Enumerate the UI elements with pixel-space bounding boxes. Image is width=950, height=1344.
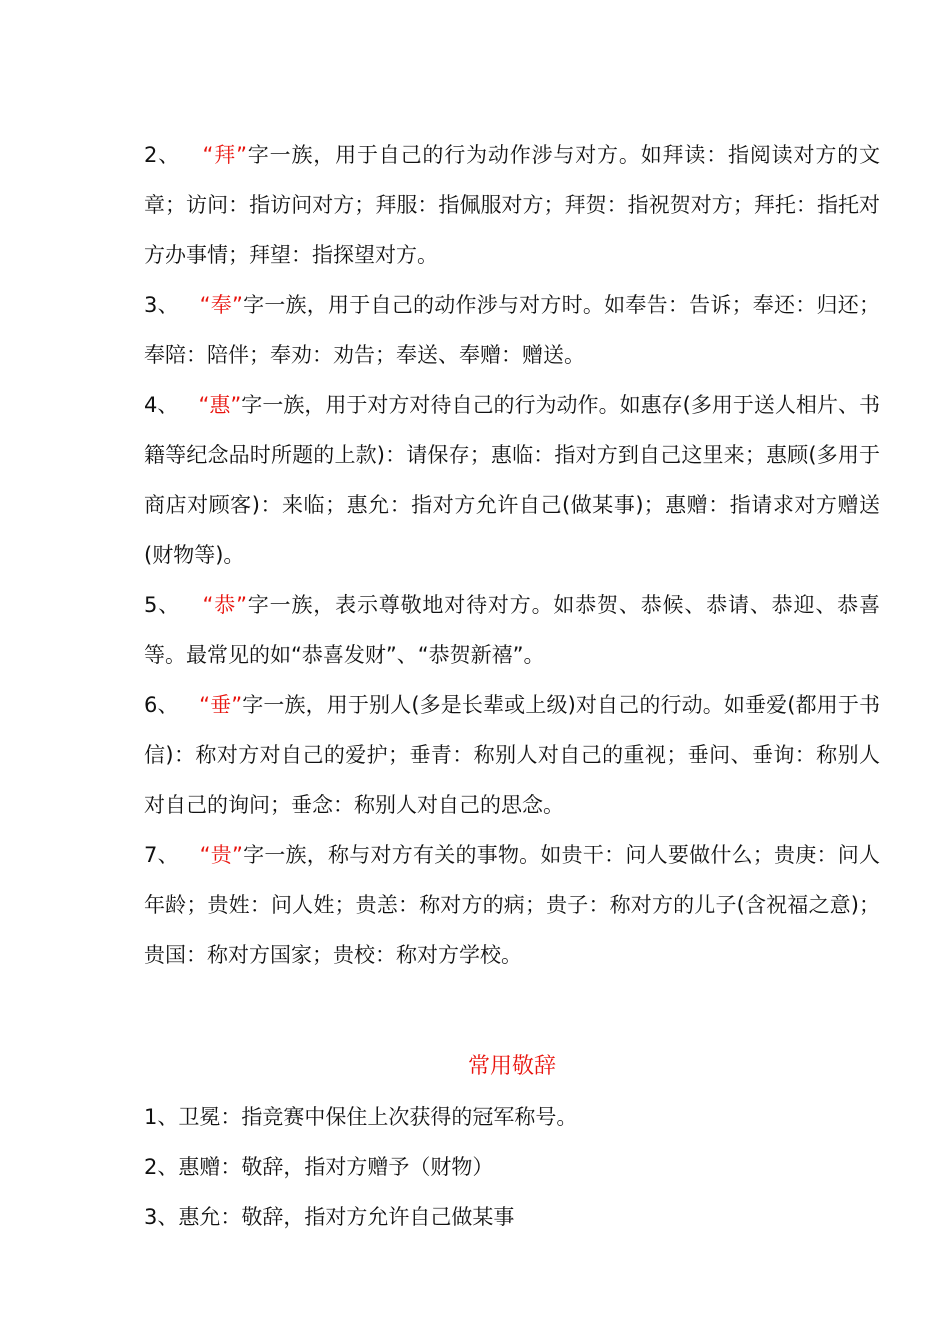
paragraph-gong — [144, 580, 880, 680]
keyword-highlight: “拜” — [202, 143, 247, 167]
keyword-highlight: “垂” — [199, 693, 243, 717]
keyword-highlight: “贵” — [199, 843, 243, 867]
paragraph-bai — [144, 130, 880, 280]
paragraph-text: 字一族，用于别人(多是长辈或上级)对自己的行动。如垂爱(都用于书信)：称对方对自己的爱护；垂青：称别人对自己的重视；垂问、垂询：称别人对自己的询问；垂念：称别人对自己的思念。 — [144, 693, 880, 817]
item-number: 4、 — [144, 393, 179, 417]
keyword-highlight: “惠” — [198, 393, 242, 417]
paragraph-chui — [144, 680, 880, 830]
item-number: 2、 — [144, 143, 181, 167]
list-item: 1、卫冕：指竞赛中保住上次获得的冠军称号。 — [144, 1105, 578, 1129]
paragraph-gui — [144, 830, 880, 980]
list-item: 2、惠赠：敬辞，指对方赠予（财物） — [144, 1155, 494, 1179]
document-page — [144, 130, 880, 1242]
item-number: 6、 — [144, 693, 179, 717]
keyword-highlight: “恭” — [202, 593, 247, 617]
keyword-highlight: “奉” — [199, 293, 243, 317]
paragraph-text: 字一族，用于自己的行为动作涉与对方。如拜读：指阅读对方的文章；访问：指访问对方；拜服：指佩服对方；拜贺：指祝贺对方；拜托：指托对方办事情；拜望：指探望对方。 — [144, 143, 880, 267]
item-number: 7、 — [144, 843, 179, 867]
section-title: 常用敬辞 — [467, 1054, 556, 1079]
paragraph-text: 字一族，用于对方对待自己的行为动作。如惠存(多用于送人相片、书籍等纪念品时所题的上款)：请保存；惠临：指对方到自己这里来；惠顾(多用于商店对顾客)：来临；惠允：指对方允许自己(做某事)；惠赠：指请求对方赠送(财物等)。 — [144, 393, 880, 567]
paragraph-text: 字一族，用于自己的动作涉与对方时。如奉告：告诉；奉还：归还；奉陪：陪伴；奉劝：劝告；奉送、奉赠：赠送。 — [144, 293, 880, 367]
paragraph-text: 字一族，称与对方有关的事物。如贵干：问人要做什么；贵庚：问人年龄；贵姓：问人姓；贵恙：称对方的病；贵子：称对方的儿子(含祝福之意)；贵国：称对方国家；贵校：称对方学校。 — [144, 843, 880, 967]
paragraph-feng — [144, 280, 880, 380]
item-number: 3、 — [144, 293, 179, 317]
paragraph-hui — [144, 380, 880, 580]
item-number: 5、 — [144, 593, 181, 617]
paragraph-text: 字一族，表示尊敬地对待对方。如恭贺、恭候、恭请、恭迎、恭喜等。最常见的如“恭喜发财”、“恭贺新禧”。 — [144, 593, 880, 667]
list-item: 3、惠允：敬辞，指对方允许自己做某事 — [144, 1205, 515, 1229]
